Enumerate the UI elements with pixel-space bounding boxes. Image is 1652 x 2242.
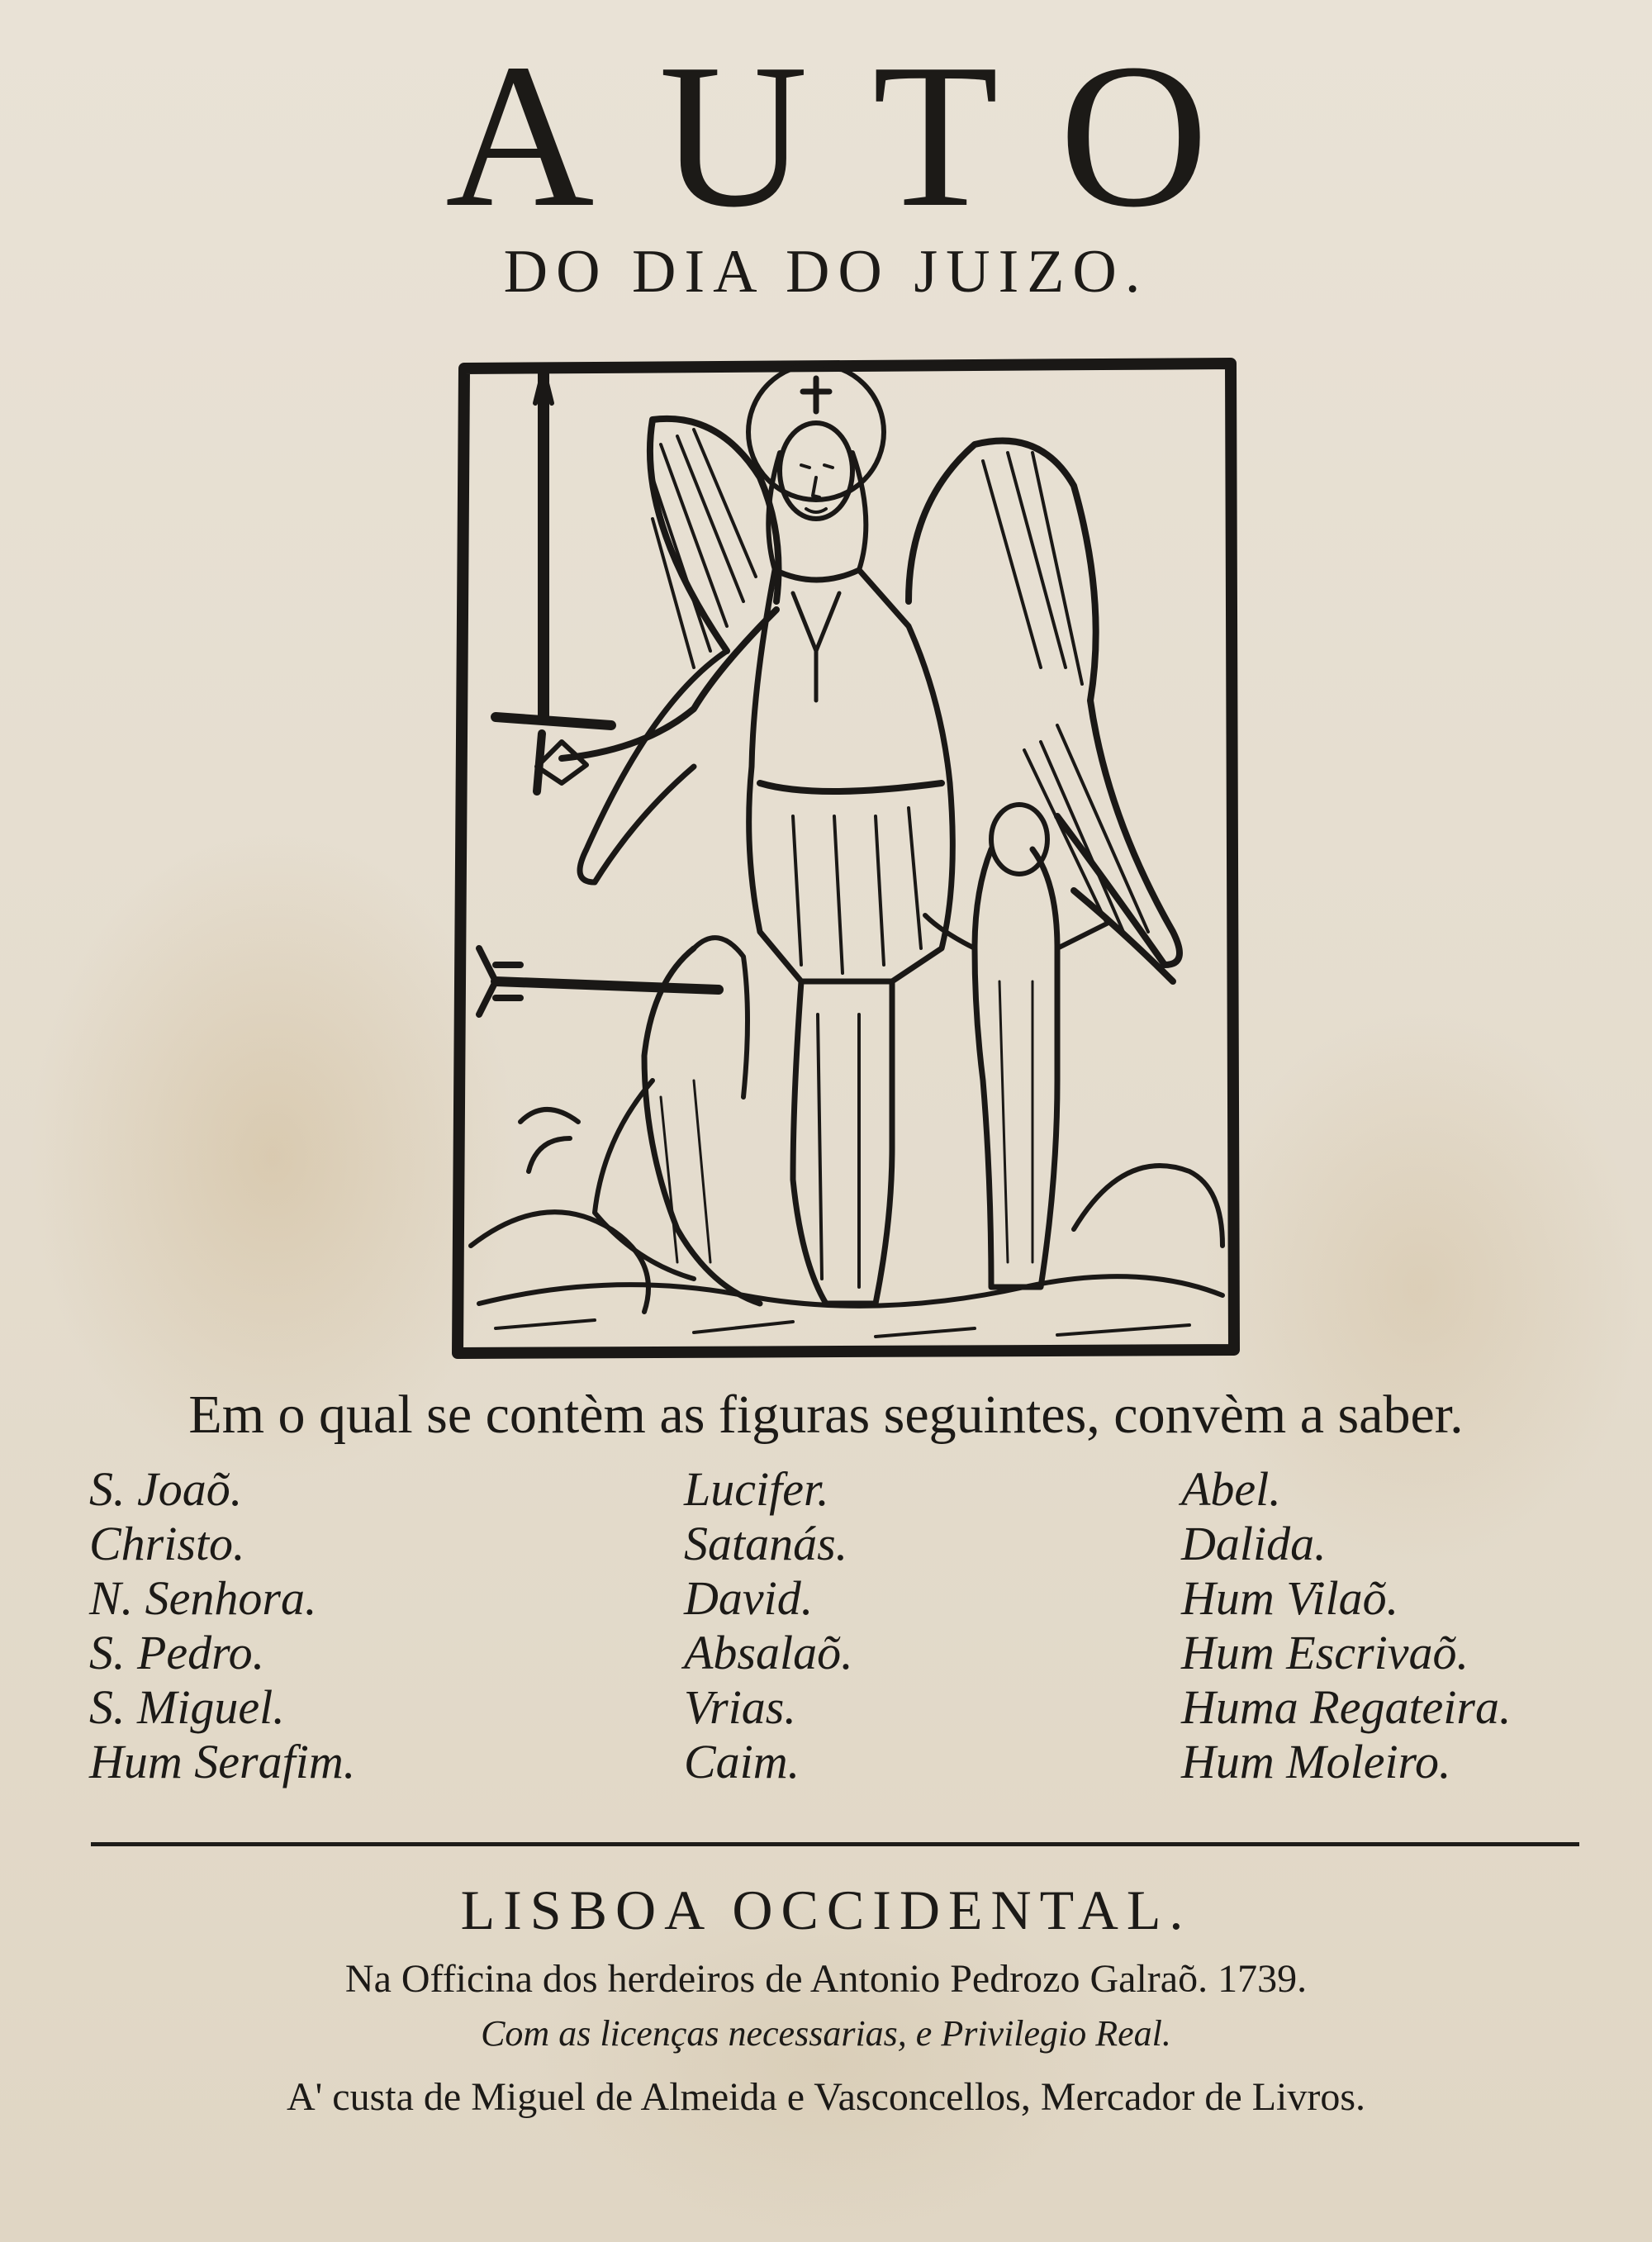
figure-name: Hum Moleiro. [1181, 1735, 1451, 1788]
figures-column-2 [684, 1462, 853, 1789]
figure-name: Hum Serafim. [89, 1735, 356, 1788]
figure-name: S. Joaõ. [89, 1462, 243, 1516]
divider-rule [91, 1842, 1579, 1846]
figure-name: Satanás. [684, 1517, 848, 1570]
figure-name: S. Miguel. [89, 1680, 285, 1734]
figure-name: Lucifer. [684, 1462, 829, 1516]
figure-name: Abel. [1181, 1462, 1281, 1516]
figure-name: Hum Escrivaõ. [1181, 1626, 1469, 1679]
page-title: AUTO [445, 21, 1273, 250]
archangel-woodcut-illustration [446, 354, 1246, 1360]
figures-column-1 [89, 1462, 355, 1789]
figure-name: Hum Vilaõ. [1181, 1571, 1399, 1625]
imprint-printer: Na Officina dos herdeiros de Antonio Pedrozo Galraõ. 1739. [344, 1957, 1308, 2001]
figure-name: Huma Regateira. [1181, 1680, 1512, 1734]
figure-name: David. [684, 1571, 814, 1625]
figure-name: S. Pedro. [89, 1626, 265, 1679]
figure-name: Vrias. [684, 1680, 796, 1734]
figure-name: Dalida. [1181, 1517, 1327, 1570]
imprint-bookseller: A' custa de Miguel de Almeida e Vasconcellos, Mercador de Livros. [286, 2075, 1366, 2119]
figure-name: Christo. [89, 1517, 245, 1570]
figure-name: Caim. [684, 1735, 800, 1788]
imprint-license: Com as licenças necessarias, e Privilegio Real. [481, 2013, 1171, 2054]
figures-caption: Em o qual se contèm as figuras seguintes, convèm a saber. [188, 1385, 1464, 1445]
page-subtitle: DO DIA DO JUIZO. [503, 238, 1149, 306]
figure-name: Absalaõ. [684, 1626, 853, 1679]
figures-column-3 [1181, 1462, 1512, 1789]
figure-name: N. Senhora. [89, 1571, 317, 1625]
imprint-city: LISBOA OCCIDENTAL. [460, 1879, 1192, 1941]
